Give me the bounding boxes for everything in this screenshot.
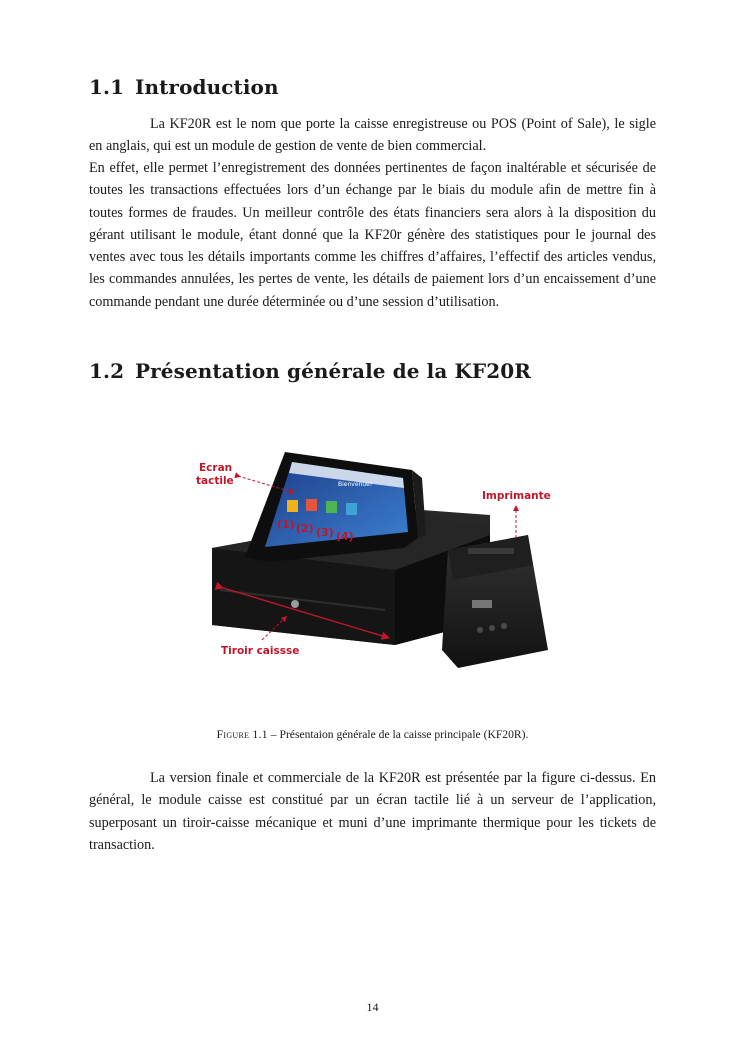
number-2: (2) xyxy=(296,522,314,535)
closing-paragraph: La version finale et commerciale de la KF20R est présentée par la figure ci-dessus. En général, le module caisse est constitué par un écran tactile lié à un serveur de l’application, superposant un tiroir-caisse mécanique et muni d’une imprimante thermique pour les tickets de transaction. xyxy=(89,770,656,853)
tile-green xyxy=(326,501,337,513)
section-heading-introduction xyxy=(89,75,279,99)
kf20r-device-illustration xyxy=(190,440,555,670)
drawer-lock-icon xyxy=(291,600,299,608)
printer-label xyxy=(472,600,492,608)
touch-screen xyxy=(245,452,426,562)
label-imprimante: Imprimante xyxy=(482,490,551,502)
number-4: (4) xyxy=(336,530,354,543)
label-tactile: tactile xyxy=(196,475,234,487)
tile-yellow xyxy=(287,500,298,512)
thermal-printer xyxy=(442,535,548,668)
section-title: Introduction xyxy=(135,75,279,99)
number-1: (1) xyxy=(277,518,295,531)
caption-text: – Présentaion générale de la caisse principale (KF20R). xyxy=(267,728,529,741)
section-number: 1.1 xyxy=(89,75,125,99)
figure-caption xyxy=(0,728,745,741)
intro-paragraph-2: En effet, elle permet l’enregistrement des données pertinentes de façon inaltérable et sécurisée de toutes les transactions effectuées lors d’un échange par le biais du module afin de mettre fin à toutes formes de fraudes. Un meilleur contrôle des états financiers sera alors à la disposition du gérant utilisant le module, étant donné que la KF20r génère des statistiques pour le journal des ventes avec tous les détails importants comme les chiffres d’affaires, l’effectif des articles vendus, les commandes annulées, les pertes de vente, les détails de paiement lors d’un encaissement d’une commande pendant une durée déterminée ou d’une session d’utilisation. xyxy=(89,160,656,310)
screen-welcome-text: Bienvenue! xyxy=(338,481,373,488)
section-title: Présentation générale de la KF20R xyxy=(135,359,531,383)
tile-blue xyxy=(346,503,357,515)
tile-red xyxy=(306,499,317,511)
section-number: 1.2 xyxy=(89,359,125,383)
number-3: (3) xyxy=(316,526,334,539)
intro-paragraph-1: La KF20R est le nom que porte la caisse enregistreuse ou POS (Point of Sale), le sigle en anglais, qui est un module de gestion de vente de bien commercial. xyxy=(89,116,656,155)
label-tiroir: Tiroir caissse xyxy=(221,645,300,657)
label-ecran: Ecran xyxy=(199,462,233,474)
page-number: 14 xyxy=(366,1000,379,1014)
caption-label: Figure 1.1 xyxy=(216,728,268,741)
section-heading-presentation xyxy=(89,359,531,383)
kf20r-figure xyxy=(190,440,555,670)
